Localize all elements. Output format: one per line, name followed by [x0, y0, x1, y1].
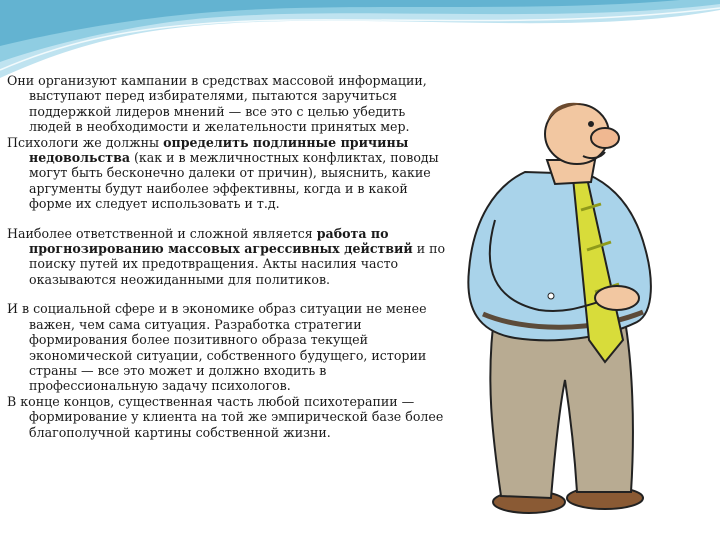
paragraph-text: Наиболее ответственной и сложной является	[7, 225, 317, 241]
header-wave-decoration	[0, 0, 720, 80]
paragraph-psychotherapy	[7, 394, 447, 440]
paragraph-text: Они организуют кампании в средствах массовой информации, выступают перед избирателями, пытаются заручиться поддержкой лидеров мнений — все это с целью убедить людей в необходимости и желательности принятых мер.	[7, 73, 427, 135]
paragraph-psychologists	[7, 135, 447, 212]
eye	[588, 121, 594, 127]
shirt	[468, 172, 651, 340]
thinking-man-illustration	[455, 100, 675, 520]
slide-text-block	[7, 73, 447, 440]
paragraph-social-image	[7, 301, 447, 393]
hand	[595, 286, 639, 310]
paragraph-text: и по поиску путей их предотвращения. Акты насилия часто оказываются неожиданными для политиков.	[29, 241, 446, 287]
shirt-button	[548, 293, 554, 299]
paragraph-forecasting	[7, 226, 447, 288]
paragraph-emphasis: определить подлинные причины недовольства	[29, 134, 409, 166]
nose	[591, 128, 619, 148]
paragraph-emphasis: работа по прогнозированию массовых агрессивных действий	[29, 225, 413, 257]
paragraph-campaigns	[7, 73, 447, 135]
paragraph-text: В конце концов, существенная часть любой психотерапии — формирование у клиента на той же эмпирической базе более благополучной картины собственной жизни.	[7, 393, 444, 440]
paragraph-text: (как и в межличностных конфликтах, поводы могут быть бесконечно далеки от причин), выяснить, какие аргументы будут наиболее эффективны, когда и в какой форме их следует использовать и т.д.	[29, 150, 439, 212]
paragraph-text: Психологи же должны	[7, 134, 164, 150]
paragraph-text: И в социальной сфере и в экономике образ ситуации не менее важен, чем сама ситуация. Разработка стратегии формирования более позитивного образа текущей экономической ситуации, собственного будущего, истории страны — все это может и должно входить в профессиональную задачу психологов.	[7, 301, 427, 394]
